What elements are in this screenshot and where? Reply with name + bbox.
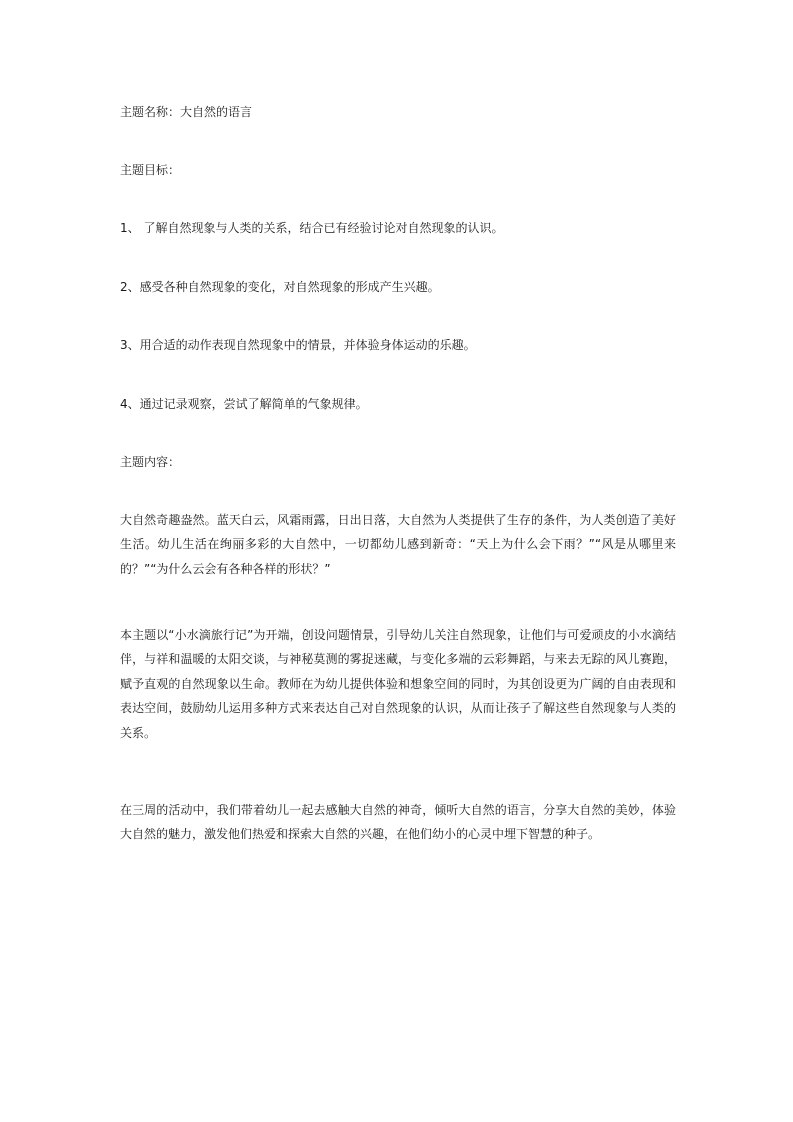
theme-name: 主题名称：大自然的语言 [120, 105, 253, 119]
content-paragraph-1: 大自然奇趣盎然。蓝天白云，风霜雨露，日出日落，大自然为人类提供了生存的条件，为人类创造了美好生活。幼儿生活在绚丽多彩的大自然中，一切都幼儿感到新奇：“天上为什么会下雨？”“风是从哪里来的？”“为什么云会有各种各样的形状？” [120, 513, 676, 576]
content-paragraph-3: 在三周的活动中，我们带着幼儿一起去感触大自然的神奇，倾听大自然的语言，分享大自然的美妙，体验大自然的魅力，激发他们热爱和探索大自然的兴趣，在他们幼小的心灵中埋下智慧的种子。 [120, 803, 676, 842]
goal-item-4: 4、通过记录观察，尝试了解简单的气象规律。 [120, 397, 368, 411]
goal-item-2: 2、感受各种自然现象的变化，对自然现象的形成产生兴趣。 [120, 280, 440, 294]
content-paragraph-2: 本主题以“小水滴旅行记”为开端，创设问题情景，引导幼儿关注自然现象，让他们与可爱顽皮的小水滴结伴，与祥和温暖的太阳交谈，与神秘莫测的雾捉迷藏，与变化多端的云彩舞蹈，与来去无踪的风儿赛跑，赋予直观的自然现象以生命。教师在为幼儿提供体验和想象空间的同时，为其创设更为广阔的自由表现和表达空间，鼓励幼儿运用多种方式来表达自己对自然现象的认识，从而让孩子了解这些自然现象与人类的关系。 [120, 628, 676, 740]
goal-item-3: 3、用合适的动作表现自然现象中的情景，并体验身体运动的乐趣。 [120, 338, 476, 352]
goals-heading: 主题目标： [120, 163, 181, 177]
goal-item-1: 1、 了解自然现象与人类的关系，结合已有经验讨论对自然现象的认识。 [120, 221, 504, 235]
content-heading: 主题内容： [120, 455, 181, 469]
